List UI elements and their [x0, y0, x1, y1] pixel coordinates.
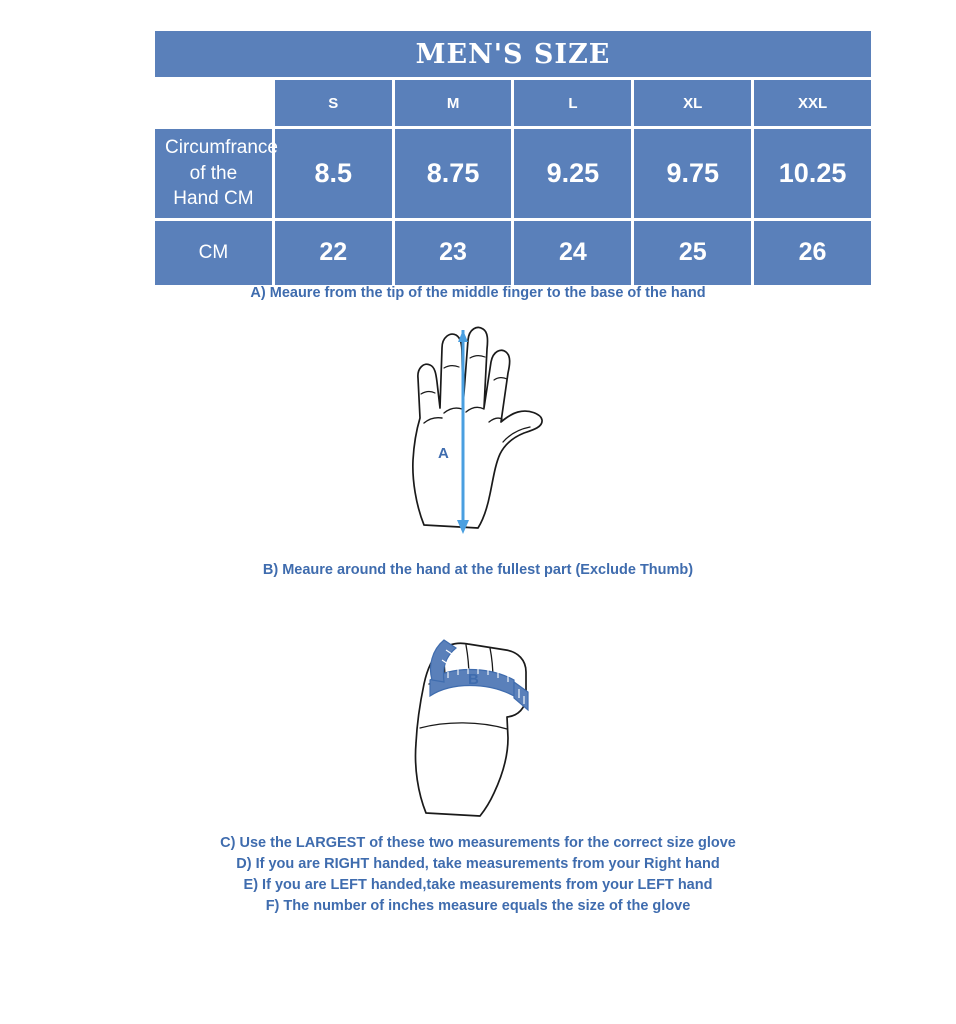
instruction-b: B) Meaure around the hand at the fullest part (Exclude Thumb)	[262, 562, 694, 578]
cell-cm-xl: 25	[634, 221, 751, 285]
cell-circumference-xxl: 10.25	[754, 129, 871, 218]
figure-b-label: B	[468, 671, 479, 688]
cell-circumference-s: 8.5	[275, 129, 392, 218]
instruction-a: A) Meaure from the tip of the middle finger to the base of the hand	[250, 285, 706, 301]
cell-cm-xxl: 26	[754, 221, 871, 285]
cell-circumference-m: 8.75	[395, 129, 512, 218]
header-cell-xl: XL	[634, 80, 751, 126]
cell-cm-m: 23	[395, 221, 512, 285]
open-hand-illustration	[390, 310, 566, 545]
instruction-d: D) If you are RIGHT handed, take measurements from your Right hand	[236, 856, 720, 872]
row-label-circumference: Circumfrance of the Hand CM	[155, 129, 272, 218]
row-label-cm: CM	[155, 221, 272, 285]
instruction-f: F) The number of inches measure equals the size of the glove	[265, 898, 691, 914]
header-cell-m: M	[395, 80, 512, 126]
hand-length-diagram	[390, 310, 566, 545]
size-table-container	[152, 28, 874, 288]
table-title-row	[155, 31, 871, 77]
cell-circumference-l: 9.25	[514, 129, 631, 218]
hand-circumference-diagram	[396, 588, 546, 818]
table-row	[155, 129, 871, 218]
header-blank-cell	[155, 80, 272, 126]
cell-cm-l: 24	[514, 221, 631, 285]
header-cell-s: S	[275, 80, 392, 126]
fist-with-tape-illustration	[396, 588, 546, 818]
size-table	[152, 28, 874, 288]
header-cell-xxl: XXL	[754, 80, 871, 126]
cell-cm-s: 22	[275, 221, 392, 285]
cell-circumference-xl: 9.75	[634, 129, 751, 218]
figure-a-label: A	[438, 445, 449, 462]
instruction-c: C) Use the LARGEST of these two measurements for the correct size glove	[220, 835, 736, 851]
instruction-e: E) If you are LEFT handed,take measurements from your LEFT hand	[243, 877, 713, 893]
header-cell-l: L	[514, 80, 631, 126]
table-row	[155, 221, 871, 285]
table-header-row	[155, 80, 871, 126]
footer-instructions	[0, 833, 956, 917]
table-title: MEN'S SIZE	[155, 31, 871, 77]
